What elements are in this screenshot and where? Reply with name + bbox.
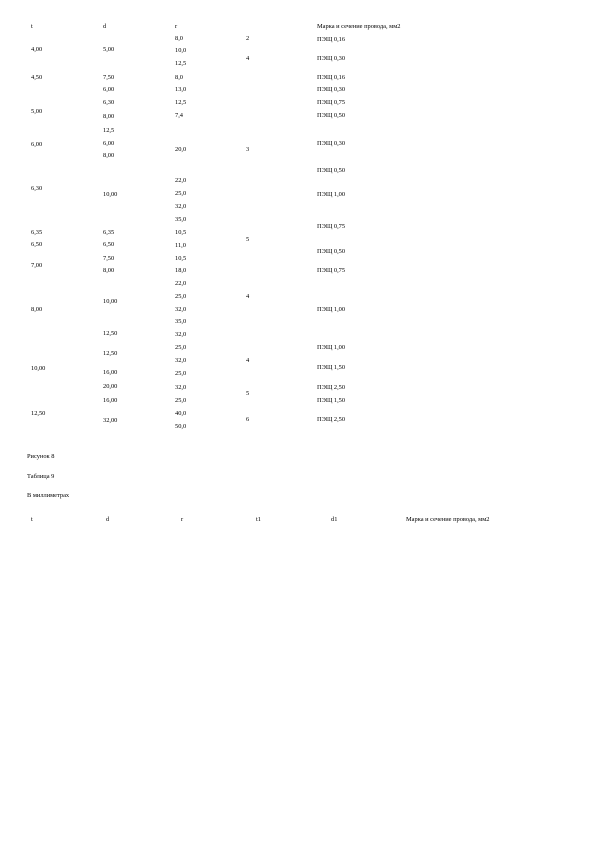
table-caption: Таблица 9 bbox=[27, 473, 55, 480]
cell-r: 35,0 bbox=[175, 216, 187, 223]
header-d: d bbox=[103, 23, 107, 30]
cell-r: 11,0 bbox=[175, 242, 186, 249]
cell-d: 20,00 bbox=[103, 383, 118, 390]
cell-wire: ПЭЩ 0,30 bbox=[317, 140, 346, 147]
cell-d: 5,00 bbox=[103, 46, 115, 53]
table2-header-d: d bbox=[106, 516, 110, 523]
cell-wire: ПЭЩ 0,50 bbox=[317, 112, 346, 119]
cell-r: 12,5 bbox=[175, 99, 187, 106]
cell-wire: ПЭЩ 0,75 bbox=[317, 223, 346, 230]
table2-header-t1: t1 bbox=[256, 516, 261, 523]
table2-header-d1: d1 bbox=[331, 516, 338, 523]
cell-r: 13,0 bbox=[175, 86, 187, 93]
cell-number: 4 bbox=[246, 55, 250, 62]
cell-r: 12,5 bbox=[175, 60, 187, 67]
cell-wire: ПЭЩ 2,50 bbox=[317, 416, 346, 423]
cell-r: 7,4 bbox=[175, 112, 183, 119]
cell-wire: ПЭЩ 1,00 bbox=[317, 191, 346, 198]
cell-number: 3 bbox=[246, 146, 250, 153]
cell-r: 32,0 bbox=[175, 203, 187, 210]
cell-t: 6,00 bbox=[31, 141, 43, 148]
header-t: t bbox=[31, 23, 33, 30]
cell-d: 8,00 bbox=[103, 113, 115, 120]
cell-r: 25,0 bbox=[175, 293, 187, 300]
cell-number: 4 bbox=[246, 357, 250, 364]
cell-r: 10,5 bbox=[175, 229, 187, 236]
cell-t: 4,00 bbox=[31, 46, 43, 53]
cell-t: 6,35 bbox=[31, 229, 43, 236]
cell-d: 12,5 bbox=[103, 127, 115, 134]
cell-wire: ПЭЩ 0,30 bbox=[317, 86, 346, 93]
cell-r: 25,0 bbox=[175, 370, 187, 377]
cell-wire: ПЭЩ 0,75 bbox=[317, 267, 346, 274]
cell-wire: ПЭЩ 0,16 bbox=[317, 36, 346, 43]
table2-header-t: t bbox=[31, 516, 33, 523]
cell-d: 6,35 bbox=[103, 229, 115, 236]
cell-d: 8,00 bbox=[103, 152, 115, 159]
cell-r: 25,0 bbox=[175, 190, 187, 197]
cell-r: 10,5 bbox=[175, 255, 187, 262]
cell-r: 22,0 bbox=[175, 177, 187, 184]
cell-t: 5,00 bbox=[31, 108, 43, 115]
cell-d: 12,50 bbox=[103, 330, 118, 337]
cell-d: 7,50 bbox=[103, 255, 115, 262]
cell-r: 32,0 bbox=[175, 331, 187, 338]
cell-r: 35,0 bbox=[175, 318, 187, 325]
cell-number: 2 bbox=[246, 35, 250, 42]
cell-t: 8,00 bbox=[31, 306, 43, 313]
cell-d: 8,00 bbox=[103, 267, 115, 274]
cell-d: 6,50 bbox=[103, 241, 115, 248]
cell-number: 5 bbox=[246, 236, 250, 243]
cell-r: 18,0 bbox=[175, 267, 187, 274]
cell-wire: ПЭЩ 1,00 bbox=[317, 344, 346, 351]
cell-d: 12,50 bbox=[103, 350, 118, 357]
cell-t: 4,50 bbox=[31, 74, 43, 81]
cell-r: 25,0 bbox=[175, 344, 187, 351]
cell-r: 8,0 bbox=[175, 74, 183, 81]
units-note: В миллиметрах bbox=[27, 492, 70, 499]
header-r: r bbox=[175, 23, 178, 30]
cell-wire: ПЭЩ 2,50 bbox=[317, 384, 346, 391]
cell-r: 22,0 bbox=[175, 280, 187, 287]
cell-t: 10,00 bbox=[31, 365, 46, 372]
figure-caption: Рисунок 8 bbox=[27, 453, 55, 460]
cell-r: 10,0 bbox=[175, 47, 187, 54]
cell-d: 16,00 bbox=[103, 397, 118, 404]
cell-r: 32,0 bbox=[175, 384, 187, 391]
cell-wire: ПЭЩ 1,00 bbox=[317, 306, 346, 313]
cell-wire: ПЭЩ 0,16 bbox=[317, 74, 346, 81]
cell-wire: ПЭЩ 0,30 bbox=[317, 55, 346, 62]
cell-r: 40,0 bbox=[175, 410, 187, 417]
cell-d: 16,00 bbox=[103, 369, 118, 376]
cell-d: 32,00 bbox=[103, 417, 118, 424]
cell-d: 6,00 bbox=[103, 86, 115, 93]
cell-wire: ПЭЩ 0,75 bbox=[317, 99, 346, 106]
cell-d: 6,00 bbox=[103, 140, 115, 147]
table2-header-wire: Марка и сечение провода, мм2 bbox=[406, 516, 490, 523]
cell-d: 10,00 bbox=[103, 191, 118, 198]
table2-header-r: r bbox=[181, 516, 184, 523]
cell-t: 6,50 bbox=[31, 241, 43, 248]
cell-number: 4 bbox=[246, 293, 250, 300]
cell-d: 6,30 bbox=[103, 99, 115, 106]
cell-d: 7,50 bbox=[103, 74, 115, 81]
cell-wire: ПЭЩ 0,50 bbox=[317, 167, 346, 174]
cell-number: 6 bbox=[246, 416, 250, 423]
cell-r: 32,0 bbox=[175, 357, 187, 364]
cell-wire: ПЭЩ 1,50 bbox=[317, 364, 346, 371]
cell-r: 25,0 bbox=[175, 397, 187, 404]
cell-t: 6,30 bbox=[31, 185, 43, 192]
cell-r: 8,0 bbox=[175, 35, 183, 42]
cell-d: 10,00 bbox=[103, 298, 118, 305]
cell-t: 7,00 bbox=[31, 262, 43, 269]
cell-r: 50,0 bbox=[175, 423, 187, 430]
header-wire: Марка и сечение провода, мм2 bbox=[317, 23, 401, 30]
cell-number: 5 bbox=[246, 390, 250, 397]
cell-r: 20,0 bbox=[175, 146, 187, 153]
cell-t: 12,50 bbox=[31, 410, 46, 417]
cell-r: 32,0 bbox=[175, 306, 187, 313]
cell-wire: ПЭЩ 1,50 bbox=[317, 397, 346, 404]
cell-wire: ПЭЩ 0,50 bbox=[317, 248, 346, 255]
